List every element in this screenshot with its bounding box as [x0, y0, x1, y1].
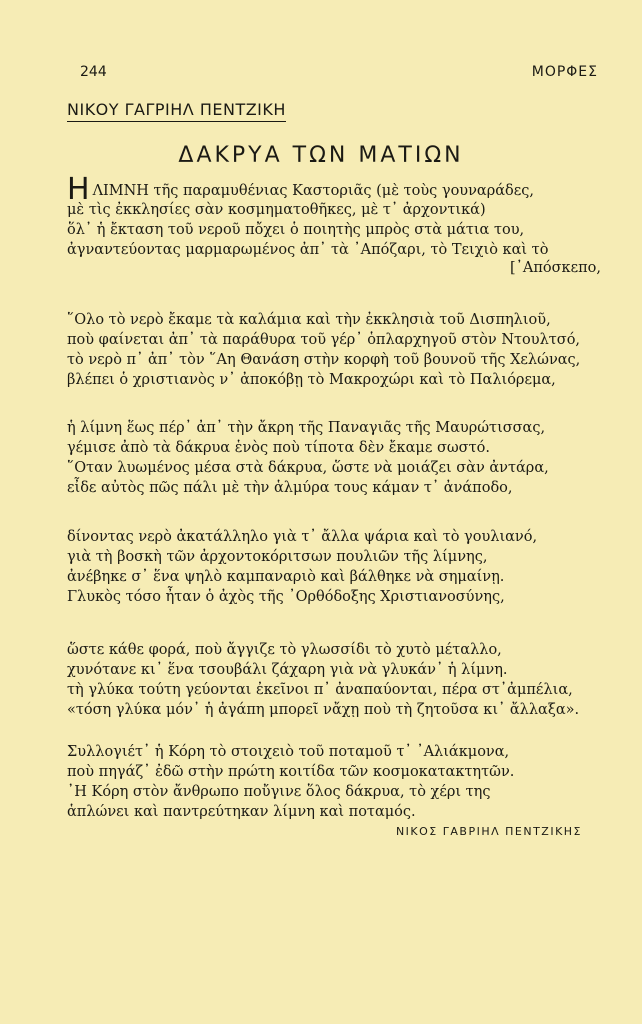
drop-cap-initial: Η	[67, 172, 90, 207]
poem-line: τὸ νερὸ π᾿ ἀπ᾿ τὸν ῞Αη Θανάση στὴν κορφὴ τοῦ βουνοῦ τῆς Χελώνας,	[67, 352, 581, 368]
page-number: 244	[80, 64, 107, 80]
poem-line-continuation: [᾿Απόσκεπο,	[510, 260, 601, 276]
poem-line: ἀγναντεύοντας μαρμαρωμένος ἀπ᾿ τὰ ᾿Απόζαρι, τὸ Τειχιὸ καὶ τὸ	[67, 242, 549, 258]
poem-line: ὅλ᾿ ἡ ἔκταση τοῦ νεροῦ πὄχει ὁ ποιητὴς μπρὸς στὰ μάτια του,	[67, 222, 525, 238]
poem-line: Συλλογιέτ᾿ ἡ Κόρη τὸ στοιχειὸ τοῦ ποταμοῦ τ᾿ ᾿Αλιάκμονα,	[67, 744, 510, 760]
journal-title: ΜΟΡΦΕΣ	[531, 64, 598, 80]
author-signature: ΝΙΚΟΣ ΓΑΒΡΙΗΛ ΠΕΝΤΖΙΚΗΣ	[395, 825, 582, 838]
poem-line: ἀνέβηκε σ᾿ ἕνα ψηλὸ καμπαναριὸ καὶ βάλθηκε νὰ σημαίνῃ.	[67, 569, 505, 585]
poem-line: ῞Οταν λυωμένος μέσα στὰ δάκρυα, ὥστε νὰ μοιάζει σὰν ἀντάρα,	[67, 460, 549, 476]
poem-line: «τόση γλύκα μόν᾿ ἡ ἀγάπη μπορεῖ νἄχῃ ποὺ τὴ ζητοῦσα κι᾿ ἄλλαξα».	[67, 702, 580, 718]
poem-line: Γλυκὸς τόσο ἦταν ὁ ἀχὸς τῆς ᾿Ορθόδοξης Χριστιανοσύνης,	[67, 589, 505, 605]
poem-line: ΗΛΙΜΝΗ τῆς παραμυθένιας Καστοριᾶς (μὲ τοὺς γουναράδες,	[67, 172, 535, 207]
poem-line: ὥστε κάθε φορά, ποὺ ἄγγιζε τὸ γλωσσίδι τὸ χυτὸ μέταλλο,	[67, 642, 502, 658]
poem-line: ᾿Η Κόρη στὸν ἄνθρωπο πoὔγινε ὅλος δάκρυα, τὸ χέρι της	[67, 784, 491, 800]
poem-line: ποὺ φαίνεται ἀπ᾿ τὰ παράθυρα τοῦ γέρ᾿ ὁπλαρχηγοῦ στὸν Ντουλτσό,	[67, 332, 581, 348]
poem-line: εἶδε αὐτὸς πῶς πάλι μὲ τὴν ἁλμύρα τους κάμαν τ᾿ ἀνάποδο,	[67, 480, 513, 496]
poem-line: δίνοντας νερὸ ἀκατάλληλο γιὰ τ᾿ ἄλλα ψάρια καὶ τὸ γουλιανό,	[67, 529, 538, 545]
poem-line: χυνότανε κι᾿ ἕνα τσουβάλι ζάχαρη γιὰ νὰ γλυκάν᾿ ἡ λίμνη.	[67, 662, 508, 678]
author-header: ΝΙΚΟΥ ΓΑΓΡΙΗΛ ΠΕΝΤΖΙΚΗ	[67, 100, 286, 122]
poem-line: γιὰ τὴ βοσκὴ τῶν ἀρχοντοκόριτσων πουλιῶν τῆς λίμνης,	[67, 549, 488, 565]
poem-line: γέμισε ἀπὸ τὰ δάκρυα ἑνὸς ποὺ τίποτα δὲν ἔκαμε σωστό.	[67, 440, 490, 456]
poem-line: ποὺ πηγάζ᾿ ἐδῶ στὴν πρώτη κοιτίδα τῶν κοσμοκατακτητῶν.	[67, 764, 515, 780]
poem-line: τὴ γλύκα τούτη γεύονται ἐκεῖνοι π᾿ ἀναπαύονται, πέρα στ᾿ἀμπέλια,	[67, 682, 573, 698]
poem-line: βλέπει ὁ χριστιανὸς ν᾿ ἀποκόβῃ τὸ Μακροχώρι καὶ τὸ Παλιόρεμα,	[67, 372, 556, 388]
poem-title: ΔΑΚΡΥΑ ΤΩΝ ΜΑΤΙΩΝ	[178, 143, 464, 168]
poem-line: ἁπλώνει καὶ παντρεύτηκαν λίμνη καὶ ποταμός.	[67, 804, 416, 820]
poem-line: ῞Ολο τὸ νερὸ ἔκαμε τὰ καλάμια καὶ τὴν ἐκκλησιὰ τοῦ Δισπηλιοῦ,	[67, 312, 551, 328]
poem-line: μὲ τὶς ἐκκλησίες σὰν κοσμηματοθῆκες, μὲ τ᾿ ἀρχοντικά)	[67, 202, 486, 218]
poem-line: ἡ λίμνη ἕως πέρ᾿ ἀπ᾿ τὴν ἄκρη τῆς Παναγιᾶς τῆς Μαυρώτισσας,	[67, 420, 546, 436]
